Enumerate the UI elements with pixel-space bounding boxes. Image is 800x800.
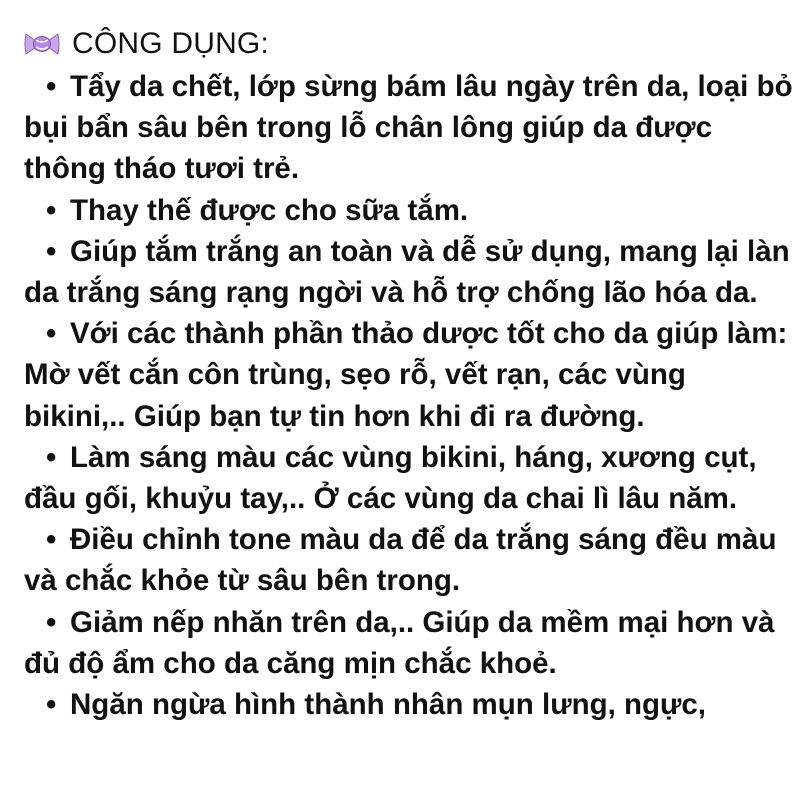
heading-text: CÔNG DỤNG: (72, 27, 269, 60)
list-item-text: Giảm nếp nhăn trên da,.. Giúp da mềm mại hơn và đủ độ ẩm cho da căng mịn chắc khoẻ. (24, 605, 775, 680)
bullet-icon: • (46, 193, 57, 227)
list-item-text: Với các thành phần thảo dược tốt cho da giúp làm: Mờ vết cắn côn trùng, sẹo rỗ, vết rạn, các vùng bikini,.. Giúp bạn tự tin hơn khi đi ra đường. (24, 317, 788, 433)
list-item (24, 602, 794, 684)
list-item-text: Điều chỉnh tone màu da để da trắng sáng đều màu và chắc khỏe từ sâu bên trong. (24, 523, 777, 598)
benefit-list (24, 66, 794, 725)
list-item-text: Làm sáng màu các vùng bikini, háng, xương cụt, đầu gối, khuỷu tay,.. Ở các vùng da chai lì lâu năm. (24, 440, 757, 516)
section-heading (22, 22, 269, 66)
list-item (24, 66, 794, 190)
bullet-icon: • (46, 523, 57, 557)
list-item (24, 231, 794, 313)
list-item-text: Giúp tắm trắng an toàn và dễ sử dụng, mang lại làn da trắng sáng rạng ngời và hỗ trợ chống lão hóa da. (24, 234, 790, 310)
list-item-text: Thay thế được cho sữa tắm. (70, 193, 469, 227)
list-item (24, 313, 794, 437)
bullet-icon: • (46, 70, 57, 103)
bullet-icon: • (46, 605, 57, 639)
list-item (24, 519, 794, 601)
list-item (24, 190, 794, 231)
list-item-text: Ngăn ngừa hình thành nhân mụn lưng, ngực, (70, 688, 707, 722)
bullet-icon: • (46, 234, 57, 268)
list-item-text: Tẩy da chết, lớp sừng bám lâu ngày trên da, loại bỏ bụi bẩn sâu bên trong lỗ chân lông giúp da được thông tháo tươi trẻ. (24, 70, 793, 186)
bullet-icon: • (46, 688, 57, 722)
candy-icon (22, 30, 62, 58)
bullet-icon: • (46, 317, 57, 351)
list-item (24, 684, 794, 725)
bullet-icon: • (46, 440, 57, 474)
list-item (24, 437, 794, 519)
